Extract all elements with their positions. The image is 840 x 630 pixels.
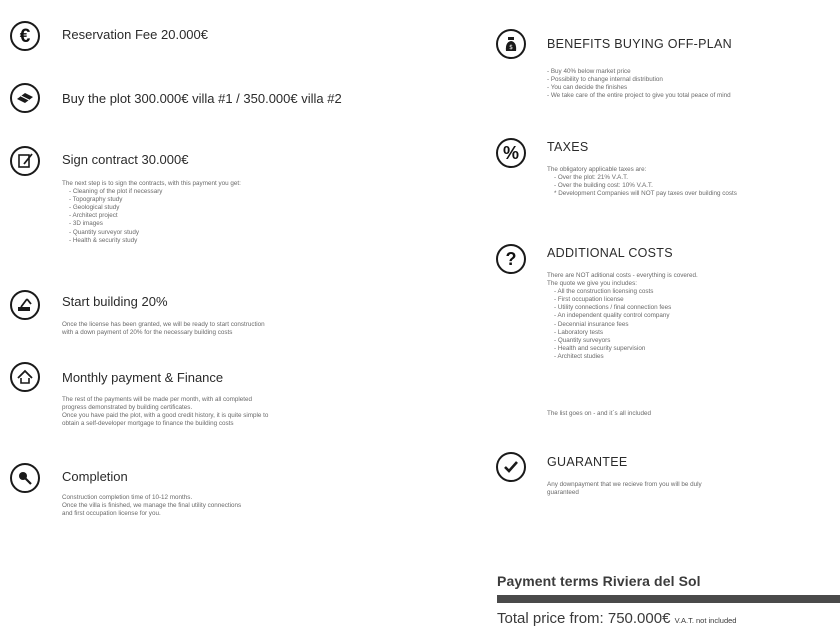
divider	[497, 595, 840, 603]
list-item: - Topography study	[69, 196, 123, 204]
sign-contract-title: Sign contract 30.000€	[62, 152, 189, 167]
text-line: obtain a self-developer mortgage to finance the building costs	[62, 420, 234, 428]
list-item: - An independent quality control company	[554, 312, 670, 320]
additional-intro: The quote we give you includes:	[547, 280, 637, 288]
benefits-details	[547, 68, 731, 100]
money-bag-icon	[496, 29, 526, 59]
list-item: - Possibility to change internal distribution	[547, 76, 663, 84]
list-item: - All the construction licensing costs	[554, 288, 654, 296]
key-icon	[10, 463, 40, 493]
construction-icon	[10, 290, 40, 320]
contract-icon	[10, 146, 40, 176]
list-item: - Laboratory tests	[554, 328, 603, 336]
additional-costs-title: ADDITIONAL COSTS	[547, 246, 673, 260]
svg-text:$: $	[509, 44, 513, 51]
text-line: Any downpayment that we recieve from you will be duly	[547, 481, 702, 488]
list-item: - Architect project	[69, 212, 118, 220]
percent-icon: %	[496, 138, 526, 168]
start-building-title: Start building 20%	[62, 294, 168, 309]
land-plot-icon	[10, 83, 40, 113]
total-price	[497, 610, 736, 627]
text-line: Once the license has been granted, we will be ready to start construction	[62, 321, 265, 328]
list-item: - Quantity surveyors	[554, 336, 611, 344]
list-item: - Over the plot: 21% V.A.T.	[554, 174, 628, 182]
additional-costs-details	[547, 272, 698, 361]
list-item: - Architect studies	[554, 352, 604, 360]
taxes-intro: The obligatory applicable taxes are:	[547, 166, 647, 173]
text-line: guaranteed	[547, 489, 579, 497]
list-item: - Decennial insurance fees	[554, 320, 629, 328]
text-line: Construction completion time of 10-12 months.	[62, 494, 193, 501]
additional-outro: The list goes on - and it´s all included	[547, 410, 651, 417]
list-item: - Health & security study	[69, 236, 138, 244]
house-icon	[10, 362, 40, 392]
buy-plot-title: Buy the plot 300.000€ villa #1 / 350.000€ villa #2	[62, 91, 342, 106]
list-item: * Development Companies will NOT pay taxes over building costs	[554, 190, 737, 198]
total-price-text: Total price from: 750.000€	[497, 610, 671, 627]
sign-contract-intro: The next step is to sign the contracts, with this payment you get:	[62, 180, 241, 187]
text-line: Once the villa is finished, we manage the final utility connections	[62, 502, 242, 510]
list-item: - First occupation license	[554, 296, 624, 304]
payment-terms-heading: Payment terms Riviera del Sol	[497, 573, 701, 589]
text-line: with a down payment of 20% for the necessary building costs	[62, 329, 233, 337]
vat-note: V.A.T. not included	[674, 616, 737, 625]
start-building-details	[62, 321, 265, 337]
reservation-fee-title: Reservation Fee 20.000€	[62, 27, 208, 42]
question-icon: ?	[496, 244, 526, 274]
completion-details	[62, 494, 241, 518]
list-item: - You can decide the finishes	[547, 84, 628, 92]
sign-contract-details	[62, 180, 241, 245]
list-item: - Utility connections / final connection fees	[554, 304, 672, 312]
list-item: - Over the building cost: 10% V.A.T.	[554, 182, 653, 190]
list-item: - Health and security supervision	[554, 344, 646, 352]
list-item: - 3D images	[69, 220, 103, 228]
list-item: - We take care of the entire project to give you total peace of mind	[547, 92, 731, 100]
guarantee-details	[547, 481, 702, 497]
check-icon	[496, 452, 526, 482]
taxes-title: TAXES	[547, 140, 589, 154]
list-item: - Buy 40% below market price	[547, 68, 631, 75]
euro-icon: €	[10, 21, 40, 51]
list-item: - Cleaning of the plot if necessary	[69, 188, 163, 196]
monthly-payment-details	[62, 396, 268, 428]
text-line: The rest of the payments will be made per month, with all completed	[62, 396, 253, 403]
text-line: Once you have paid the plot, with a good credit history, it is quite simple to	[62, 412, 269, 420]
list-item: - Geological study	[69, 204, 120, 212]
list-item: - Quantity surveyor study	[69, 228, 139, 236]
monthly-payment-title: Monthly payment & Finance	[62, 370, 224, 385]
additional-intro: There are NOT aditional costs - everything is covered.	[547, 272, 698, 279]
text-line: progress demonstrated by building certificates.	[62, 404, 193, 412]
benefits-title: BENEFITS BUYING OFF-PLAN	[547, 37, 733, 51]
guarantee-title: GUARANTEE	[547, 455, 628, 469]
text-line: and first occupation license for you.	[62, 510, 161, 518]
taxes-details	[547, 166, 737, 198]
completion-title: Completion	[62, 469, 128, 484]
